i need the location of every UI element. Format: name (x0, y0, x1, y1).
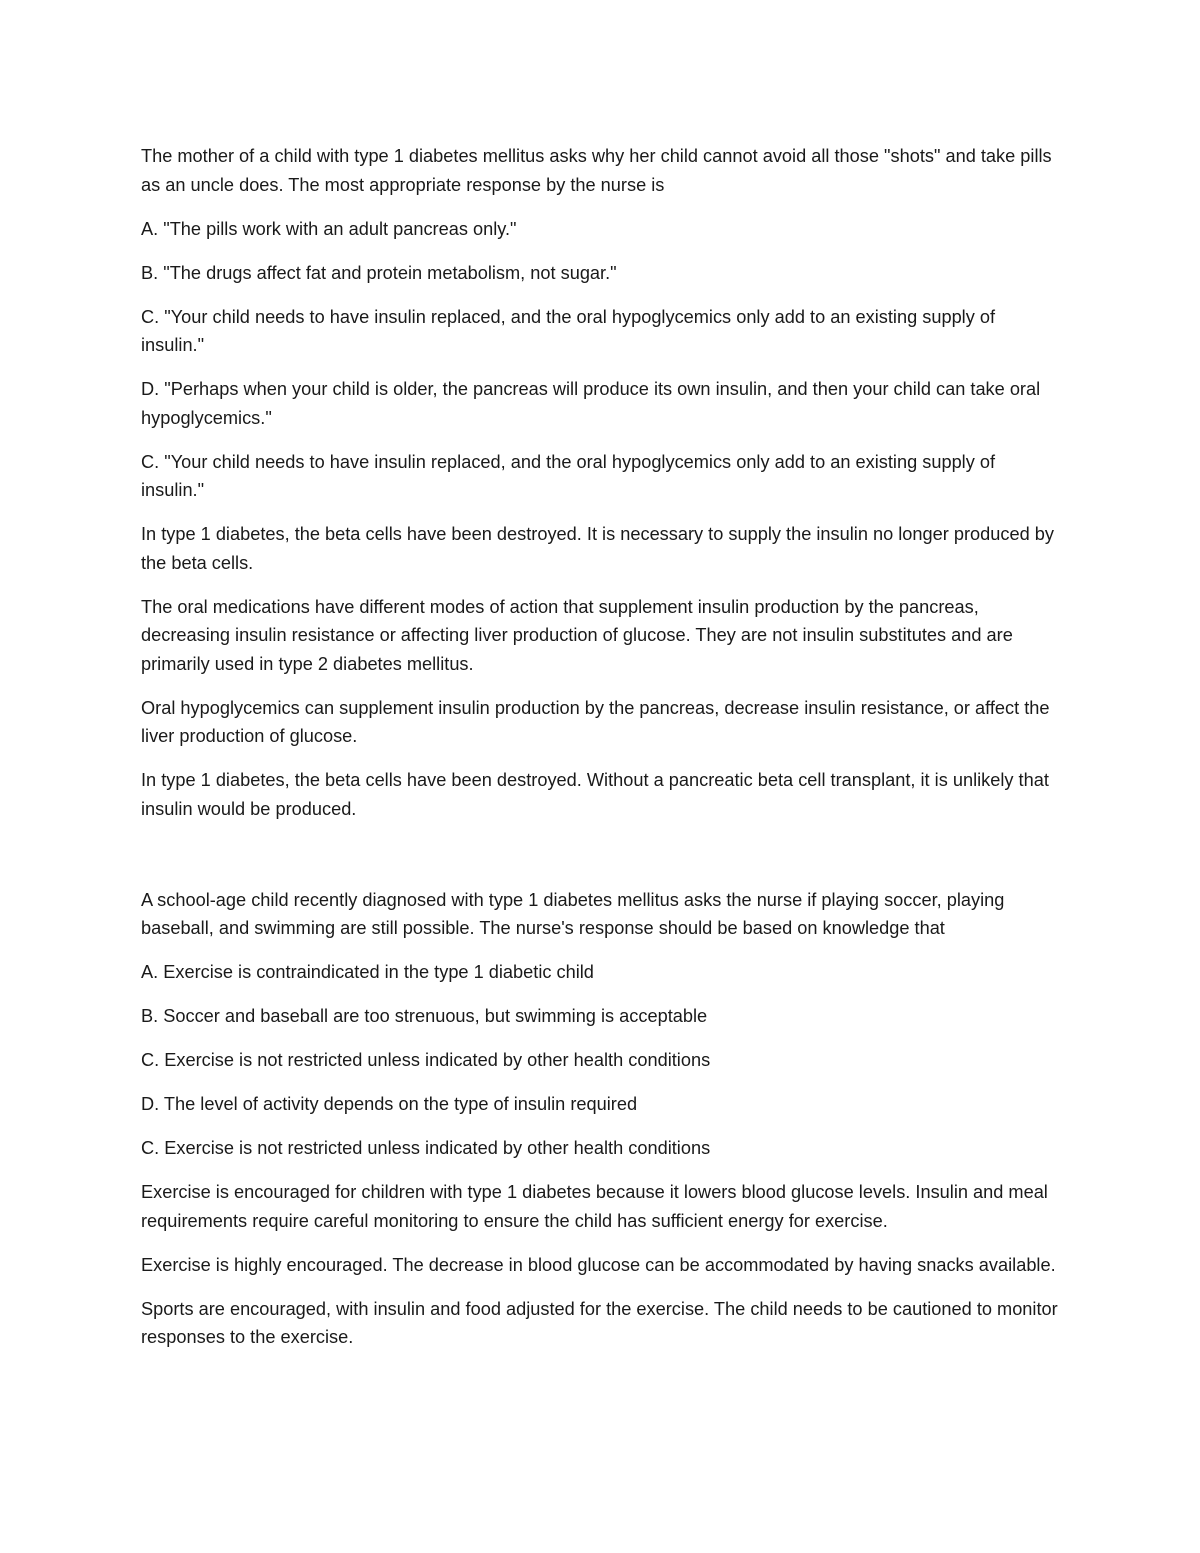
document-body (141, 142, 1059, 1367)
rationale-paragraph: The oral medications have different modes of action that supplement insulin production by the pancreas, decreasing insulin resistance or affecting liver production of glucose. They are not insulin substitutes and are primarily used in type 2 diabetes mellitus. (141, 596, 1013, 674)
correct-answer: C. "Your child needs to have insulin replaced, and the oral hypoglycemics only add to an existing supply of insulin." (141, 451, 996, 500)
answer-option-b: B. Soccer and baseball are too strenuous, but swimming is acceptable (141, 1006, 708, 1026)
section-spacer (141, 839, 1059, 886)
question-block-2 (141, 886, 1059, 1352)
answer-option-c: C. "Your child needs to have insulin replaced, and the oral hypoglycemics only add to an existing supply of insulin." (141, 306, 996, 355)
rationale-paragraph: Exercise is highly encouraged. The decrease in blood glucose can be accommodated by having snacks available. (141, 1254, 1056, 1275)
answer-option-d: D. The level of activity depends on the type of insulin required (141, 1094, 638, 1114)
answer-option-b: B. "The drugs affect fat and protein metabolism, not sugar." (141, 262, 617, 283)
answer-option-a: A. "The pills work with an adult pancreas only." (141, 218, 517, 239)
answer-option-c: C. Exercise is not restricted unless indicated by other health conditions (141, 1050, 711, 1070)
correct-answer: C. Exercise is not restricted unless indicated by other health conditions (141, 1138, 711, 1158)
answer-option-a: A. Exercise is contraindicated in the type 1 diabetic child (141, 962, 594, 982)
rationale-paragraph: In type 1 diabetes, the beta cells have been destroyed. It is necessary to supply the insulin no longer produced by the beta cells. (141, 524, 1054, 573)
rationale-paragraph: In type 1 diabetes, the beta cells have been destroyed. Without a pancreatic beta cell transplant, it is unlikely that insulin would be produced. (141, 770, 1049, 819)
rationale-paragraph: Exercise is encouraged for children with type 1 diabetes because it lowers blood glucose levels. Insulin and meal requirements require careful monitoring to ensure the child has sufficient energy for exercise. (141, 1182, 1048, 1231)
rationale-paragraph: Oral hypoglycemics can supplement insulin production by the pancreas, decrease insulin resistance, or affect the liver production of glucose. (141, 697, 1050, 746)
answer-option-d: D. "Perhaps when your child is older, the pancreas will produce its own insulin, and then your child can take oral hypoglycemics." (141, 379, 1041, 428)
question-stem: The mother of a child with type 1 diabetes mellitus asks why her child cannot avoid all those "shots" and take pills as an uncle does. The most appropriate response by the nurse is (141, 146, 1052, 195)
rationale-paragraph: Sports are encouraged, with insulin and food adjusted for the exercise. The child needs to be cautioned to monitor responses to the exercise. (141, 1298, 1058, 1347)
question-stem: A school-age child recently diagnosed with type 1 diabetes mellitus asks the nurse if playing soccer, playing baseball, and swimming are still possible. The nurse's response should be based on knowledge that (141, 889, 1005, 938)
question-block-1 (141, 142, 1059, 823)
